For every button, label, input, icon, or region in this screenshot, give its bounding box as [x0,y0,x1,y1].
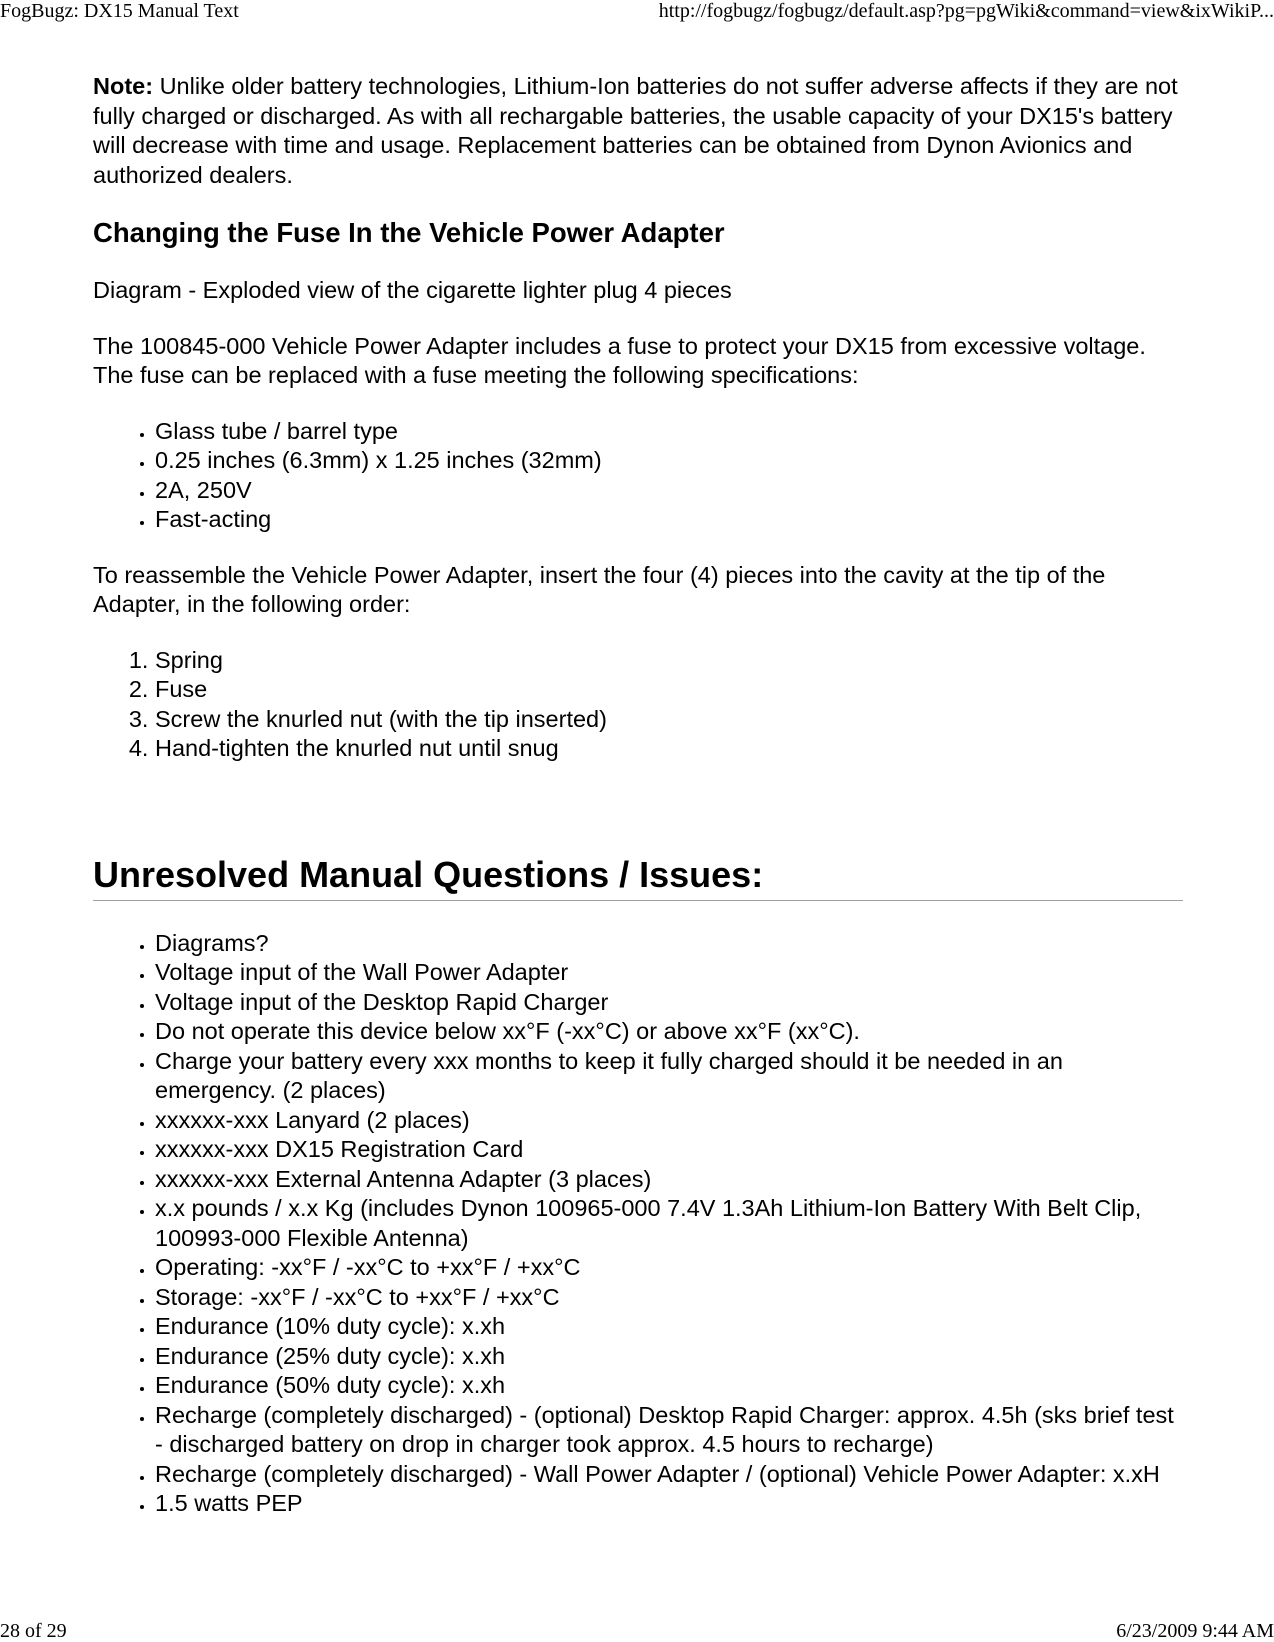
print-header-url: http://fogbugz/fogbugz/default.asp?pg=pgWiki&command=view&ixWikiP... [658,0,1274,22]
list-item: • Operating: -xx°F / -xx°C to +xx°F / +xx°C [155,1253,1183,1283]
fuse-section-heading: Changing the Fuse In the Vehicle Power Adapter [93,217,725,248]
list-item: • Diagrams? [155,929,1183,959]
issues-list [93,929,1183,1519]
print-header-title: FogBugz: DX15 Manual Text [0,0,239,22]
list-item: • Endurance (25% duty cycle): x.xh [155,1342,1183,1372]
list-item: 4. Hand-tighten the knurled nut until snug [155,734,1183,764]
list-item: 2. Fuse [155,675,1183,705]
list-item: • Voltage input of the Wall Power Adapter [155,958,1183,988]
list-item: • Recharge (completely discharged) - Wall Power Adapter / (optional) Vehicle Power Adapter: x.xH [155,1460,1183,1490]
list-item: • 0.25 inches (6.3mm) x 1.25 inches (32mm) [155,446,1183,476]
list-item: • Do not operate this device below xx°F (-xx°C) or above xx°F (xx°C). [155,1017,1183,1047]
fuse-spec-list [93,417,1183,535]
list-item: • Storage: -xx°F / -xx°C to +xx°F / +xx°C [155,1283,1183,1313]
list-item: • xxxxxx-xxx DX15 Registration Card [155,1135,1183,1165]
fuse-intro: The 100845-000 Vehicle Power Adapter includes a fuse to protect your DX15 from excessive voltage. The fuse can be replaced with a fuse meeting the following specifications: [93,332,1146,388]
list-item: • xxxxxx-xxx External Antenna Adapter (3 places) [155,1165,1183,1195]
list-item: • Charge your battery every xxx months to keep it fully charged should it be needed in an emergency. (2 places) [155,1047,1183,1106]
list-item: • Endurance (50% duty cycle): x.xh [155,1371,1183,1401]
list-item: • Fast-acting [155,505,1183,535]
list-item: • Glass tube / barrel type [155,417,1183,447]
issues-heading: Unresolved Manual Questions / Issues: [93,854,1183,901]
section-spacer [93,790,1183,854]
list-item: • 2A, 250V [155,476,1183,506]
list-item: • Recharge (completely discharged) - (optional) Desktop Rapid Charger: approx. 4.5h (sks brief test - discharged battery on drop in charger took approx. 4.5 hours to recharge) [155,1401,1183,1460]
list-item: • xxxxxx-xxx Lanyard (2 places) [155,1106,1183,1136]
list-item: • Endurance (10% duty cycle): x.xh [155,1312,1183,1342]
page-content [93,72,1183,1545]
note-text: Unlike older battery technologies, Lithium-Ion batteries do not suffer adverse affects if they are not fully charged or discharged. As with all rechargable batteries, the usable capacity of your DX15's battery will decrease with time and usage. Replacement batteries can be obtained from Dynon Avionics and authorized dealers. [93,73,1178,188]
reassemble-intro: To reassemble the Vehicle Power Adapter, insert the four (4) pieces into the cavity at the tip of the Adapter, in the following order: [93,561,1106,617]
list-item: • Voltage input of the Desktop Rapid Charger [155,988,1183,1018]
battery-note [93,72,1183,190]
list-item: 3. Screw the knurled nut (with the tip inserted) [155,705,1183,735]
list-item: • x.x pounds / x.x Kg (includes Dynon 100965-000 7.4V 1.3Ah Lithium-Ion Battery With Belt Clip, 100993-000 Flexible Antenna) [155,1194,1183,1253]
page-number: 28 of 29 [0,1620,67,1642]
list-item: • 1.5 watts PEP [155,1489,1183,1519]
reassemble-steps [93,646,1183,764]
diagram-caption: Diagram - Exploded view of the cigarette lighter plug 4 pieces [93,277,732,303]
note-label: Note: [93,73,154,99]
print-timestamp: 6/23/2009 9:44 AM [1116,1620,1274,1642]
list-item: 1. Spring [155,646,1183,676]
